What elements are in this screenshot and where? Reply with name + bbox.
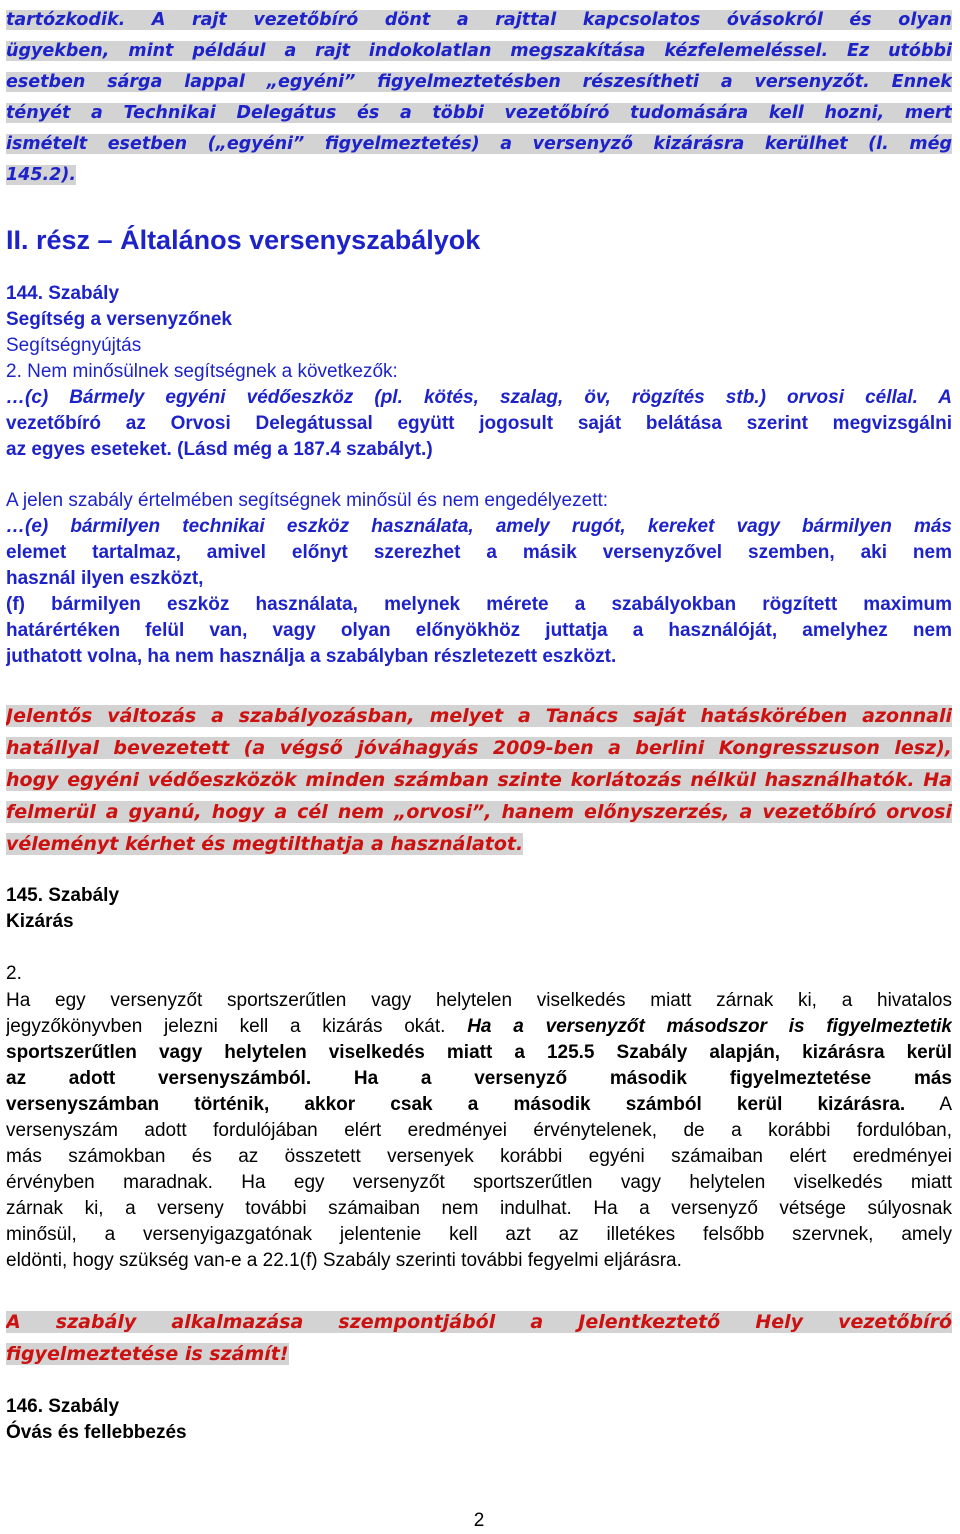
text-line: A szabály alkalmazása szempontjából a Jelentkeztető Hely vezetőbíró [6,1311,952,1333]
rule-145-body [6,988,952,1274]
text-line: az egyes eseteket. (Lásd még a 187.4 szabályt.) [6,439,433,460]
rule-title: Kizárás [6,911,74,932]
text-line: figyelmeztetése is számít! [6,1343,289,1365]
rule-145-point [6,961,952,987]
text-line: tartózkodik. A rajt vezetőbíró dönt a rajttal kapcsolatos óvásokról és olyan [6,10,952,30]
text-line [6,1196,952,1222]
text-line: ügyekben, mint például a rajt indokolatlan megszakítása kézfelemeléssel. Ez utóbbi [6,41,952,61]
text-segment: Ha a versenyzőt másodszor is figyelmeztetik [467,1016,952,1037]
rule-144-not-allowed [6,488,952,670]
text-line [6,1222,952,1248]
page-number: 2 [473,1510,485,1531]
text-line [6,1170,952,1196]
rule-146-section [6,1394,952,1446]
text-line [6,988,952,1014]
rule-144-section [6,281,952,463]
text-segment: Ha egy versenyzőt sportszerűtlen vagy helytelen viselkedés miatt zárnak ki, a hivatalos [6,990,952,1011]
rule-number: 144. Szabály [6,283,120,304]
text-line: hogy egyéni védőeszközök minden számban szinte korlátozás nélkül használhatók. Ha [6,769,952,791]
text-line: vezetőbíró az Orvosi Delegátussal együtt jogosult saját belátása szerint megvizsgálni [6,413,952,434]
text-segment: zárnak ki, a verseny további számaiban nem indulhat. Ha a versenyző vétsége súlyosnak [6,1198,952,1219]
red-note-1 [6,700,952,860]
text-line: esetben sárga lappal „egyéni” figyelmeztetésben részesítheti a versenyzőt. Ennek [6,72,952,92]
text-line: …(e) bármilyen technikai eszköz használata, amely rugót, kereket vagy bármilyen más [6,516,952,537]
text-segment: minősül, a versenyigazgatónak jelentenie kell azt az illetékes felsőbb szervnek, amely [6,1224,952,1245]
text-line [6,1040,952,1066]
rule-point: 2. [6,963,22,984]
intro-line: A jelen szabály értelmében segítségnek minősül és nem engedélyezett: [6,490,609,511]
rule-number: 145. Szabály [6,885,120,906]
text-line: ismételt esetben („egyéni” figyelmeztetés) a versenyző kizárásra kerülhet (l. még [6,134,952,154]
text-segment: eldönti, hogy szükség van-e a 22.1(f) Szabály szerinti további fegyelmi eljárásra. [6,1250,682,1271]
text-line: határértéken felül van, vagy olyan előnyökhöz juttatja a használóját, amelyhez nem [6,620,952,641]
text-line: véleményt kérhet és megtilthatja a használatot. [6,833,524,855]
part-heading-block [6,222,952,258]
text-line [6,1248,952,1274]
text-line: (f) bármilyen eszköz használata, melynek mérete a szabályokban rögzített maximum [6,594,952,615]
text-line: elemet tartalmaz, amivel előnyt szerezhet a másik versenyzővel szemben, aki nem [6,542,952,563]
text-segment: A [905,1094,952,1115]
text-segment: jegyzőkönyvben jelezni kell a kizárás okát. [6,1016,468,1037]
text-segment: érvényben maradnak. Ha egy versenyzőt sportszerűtlen vagy helytelen viselkedés miatt [6,1172,952,1193]
text-segment: sportszerűtlen vagy helytelen viselkedés miatt a 125.5 Szabály alapján, kizárásra kerül [6,1042,952,1063]
text-line [6,1118,952,1144]
text-line: juthatott volna, ha nem használja a szabályban részletezett eszközt. [6,646,617,667]
text-line [6,1066,952,1092]
rule-number: 146. Szabály [6,1396,120,1417]
part-heading: II. rész – Általános versenyszabályok [6,225,481,255]
text-line [6,1014,952,1040]
text-line: 145.2). [6,165,76,185]
text-line [6,1092,952,1118]
text-line: hatállyal bevezetett (a végső jóváhagyás 2009-ben a berlini Kongresszuson lesz), [6,737,952,759]
text-segment: az adott versenyszámból. Ha a versenyző második figyelmeztetése más [6,1068,952,1089]
text-line: tényét a Technikai Delegátus és a többi vezetőbíró tudomására kell hozni, mert [6,103,952,123]
text-line: Jelentős változás a szabályozásban, melyet a Tanács saját hatáskörében azonnali [6,705,952,727]
rule-title: Segítség a versenyzőnek [6,309,232,330]
text-line: használ ilyen eszközt, [6,568,204,589]
rule-subtitle: Segítségnyújtás [6,335,142,356]
rule-title: Óvás és fellebbezés [6,1422,187,1443]
rule-point: 2. Nem minősülnek segítségnek a következők: [6,361,398,382]
text-line: …(c) Bármely egyéni védőeszköz (pl. kötés, szalag, öv, rögzítés stb.) orvosi céllal. A [6,387,952,408]
text-segment: más számokban és az összetett versenyek korábbi egyéni számaiban elért eredményei [6,1146,952,1167]
text-line: felmerül a gyanú, hogy a cél nem „orvosi”, hanem előnyszerzés, a vezetőbíró orvosi [6,801,952,823]
red-note-2 [6,1306,952,1370]
text-line [6,1144,952,1170]
document-page [6,0,952,1530]
text-segment: versenyszám adott fordulójában elért eredményei érvénytelenek, de a korábbi fordulóban, [6,1120,952,1141]
top-highlighted-block [6,7,952,188]
rule-145-section [6,883,952,935]
text-segment: versenyszámban történik, akkor csak a második számból kerül kizárásra. [6,1094,906,1115]
